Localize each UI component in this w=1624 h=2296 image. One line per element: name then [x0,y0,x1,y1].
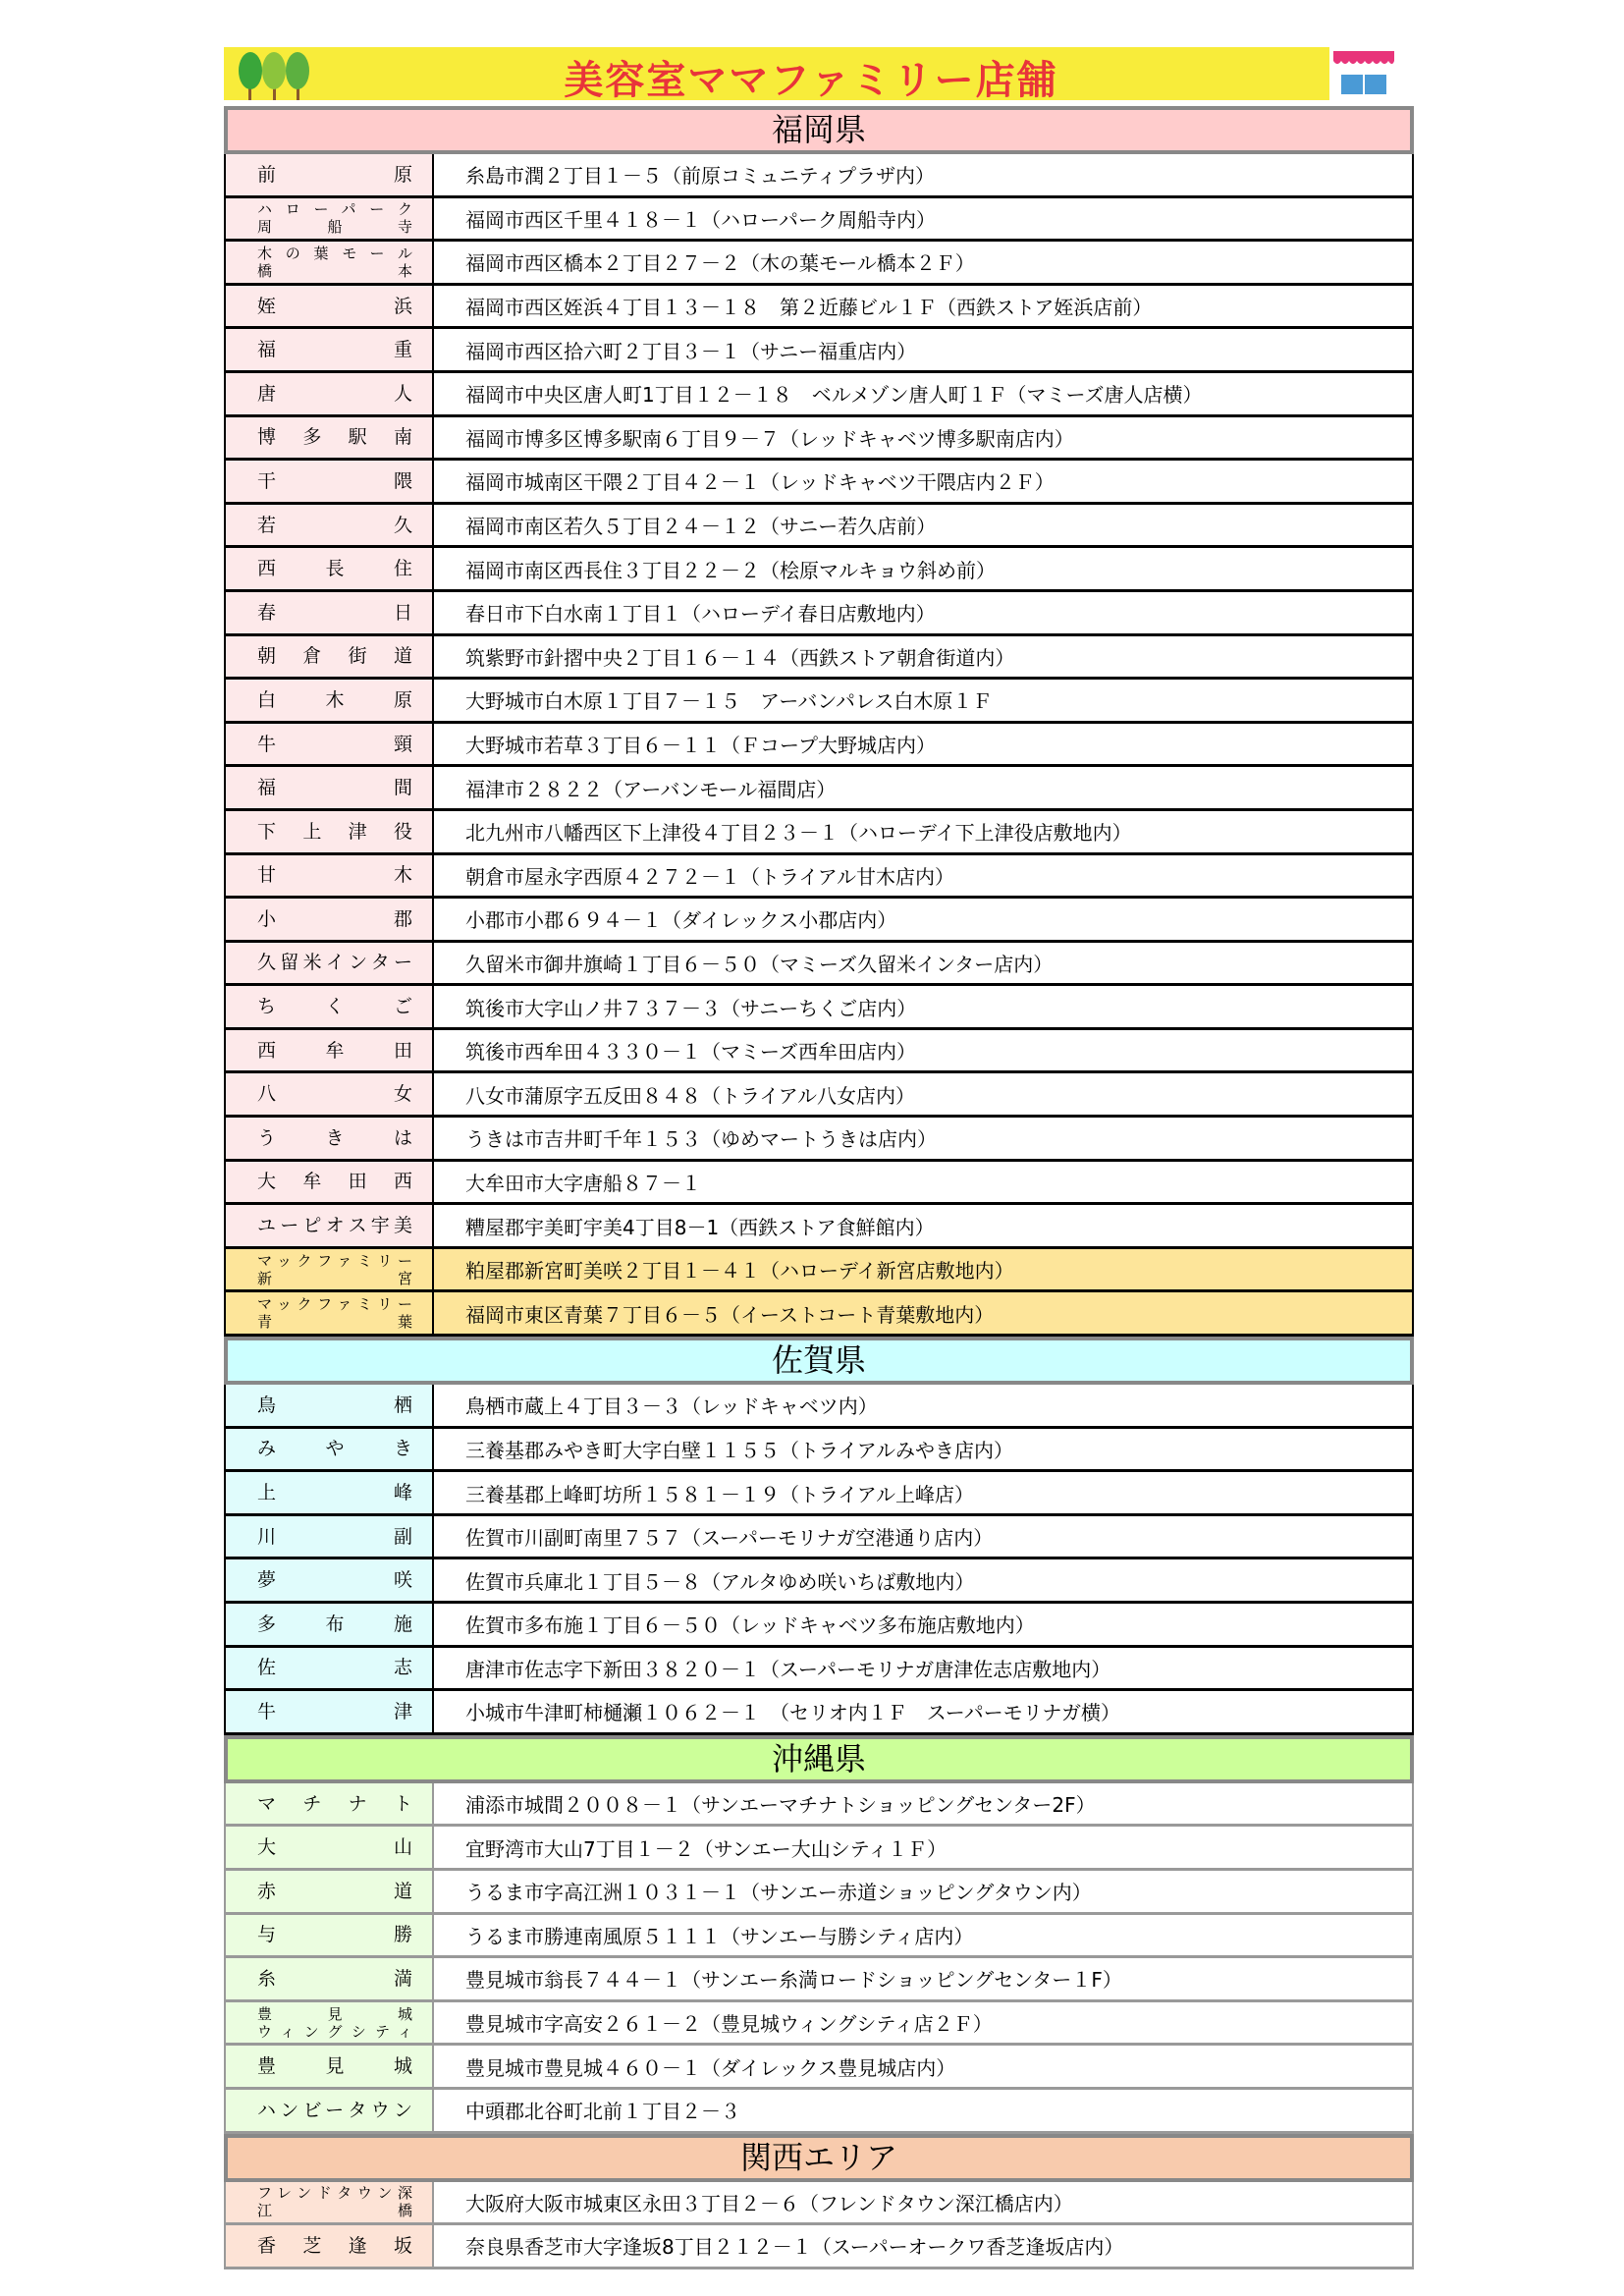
store-name-line: 新宮 [257,1269,412,1287]
store-name [226,1162,434,1203]
store-name-line: 若久 [257,514,412,536]
store-name-line: 多布施 [257,1613,412,1635]
section-header: 関西エリア [224,2134,1414,2182]
store-name-line: 前原 [257,163,412,186]
store-address: 大野城市若草３丁目６－１１（Ｆコープ大野城店内） [465,734,936,758]
store-name-line: 牛津 [257,1700,412,1722]
store-address: 福岡市西区拾六町２丁目３－１（サニー福重店内） [465,339,917,363]
store-name [226,1783,434,1825]
store-name-line: 香芝逢坂 [257,2234,412,2257]
store-row [224,855,1414,900]
store-name-line: 白木原 [257,688,412,711]
store-row [224,986,1414,1030]
store-address: 糟屋郡宇美町宇美4丁目8－1（西鉄ストア食鮮館内） [465,1215,935,1239]
store-address: 福岡市博多区博多駅南６丁目９－７（レッドキャベツ博多駅南店内） [465,426,1074,451]
store-name-line: 青葉 [257,1313,412,1332]
store-name-line: みやき [257,1438,412,1460]
store-name-line: 西牟田 [257,1039,412,1062]
store-row [224,1292,1414,1337]
store-address: 奈良県香芝市大字逢坂8丁目２１２－１（スーパーオークワ香芝逢坂店内） [465,2235,1124,2260]
store-row [224,636,1414,681]
store-name [226,461,434,502]
store-row [224,1871,1414,1915]
store-address: 鳥栖市蔵上４丁目３－３（レッドキャベツ内） [465,1394,878,1419]
store-name [226,373,434,414]
store-row [224,1162,1414,1206]
store-address: 福津市２８２２（アーバンモール福間店） [465,777,837,801]
store-row [224,461,1414,505]
store-row [224,811,1414,855]
store-name [226,1205,434,1246]
store-name-line: 福間 [257,777,412,799]
section-header: 福岡県 [224,106,1414,154]
store-name-line: 八女 [257,1083,412,1106]
store-address: 福岡市南区西長住３丁目２２－２（桧原マルキョウ斜め前） [465,558,996,582]
store-name [226,943,434,984]
store-name [226,899,434,940]
store-row [224,592,1414,636]
store-name [226,417,434,459]
store-name-line: 江橋 [257,2202,412,2220]
store-name-line: 牛頸 [257,733,412,755]
store-name-line: ハローパーク [257,200,412,219]
store-name-line: 川副 [257,1525,412,1548]
store-name [226,548,434,589]
store-name [226,1073,434,1115]
store-name-line: 鳥栖 [257,1394,412,1416]
store-name [226,986,434,1027]
store-name-line: ハンビータウン [257,2099,412,2121]
store-name-line: 夢咲 [257,1569,412,1592]
store-row [224,242,1414,286]
store-name-line: マックファミリー [257,1295,412,1314]
store-name-line: ウィングシティ [257,2022,412,2041]
store-address: うきは市吉井町千年１５３（ゆめマートうきは店内） [465,1127,937,1152]
store-address: 福岡市西区橋本２丁目２７－２（木の葉モール橋本２Ｆ） [465,251,975,276]
store-address: うるま市字高江洲１０３１－１（サンエー赤道ショッピングタウン内） [465,1881,1092,1905]
store-address: 筑紫野市針摺中央２丁目１６－１４（西鉄ストア朝倉街道内） [465,645,1015,670]
store-row [224,2090,1414,2134]
store-name [226,2046,434,2087]
store-row [224,1429,1414,1473]
store-name [226,154,434,195]
store-name [226,2002,434,2044]
store-name [226,811,434,852]
store-row [224,2182,1414,2226]
store-row [224,1030,1414,1074]
store-address: 福岡市中央区唐人町1丁目１２－１８ ベルメゾン唐人町１Ｆ（マミーズ唐人店横） [465,383,1203,408]
store-row [224,1472,1414,1516]
store-name-line: 大山 [257,1836,412,1859]
store-name [226,680,434,721]
store-row [224,2046,1414,2090]
store-name [226,505,434,546]
store-name-line: 豊見城 [257,2055,412,2078]
store-row [224,1915,1414,1959]
store-address: 糸島市潤２丁目１－５（前原コミュニティプラザ内） [465,164,935,189]
store-name-line: 博多駅南 [257,426,412,449]
store-name-line: 春日 [257,601,412,624]
store-address: 朝倉市屋永字西原４２７２－１（トライアル甘木店内） [465,864,954,889]
store-name [226,767,434,808]
store-name [226,1604,434,1645]
store-name-line: うきは [257,1126,412,1149]
store-row [224,1559,1414,1604]
store-row [224,329,1414,373]
store-name [226,242,434,283]
store-address: 唐津市佐志字下新田３８２０－１（スーパーモリナガ唐津佐志店敷地内） [465,1657,1111,1681]
store-address: 佐賀市兵庫北１丁目５－８（アルタゆめ咲いちば敷地内） [465,1569,975,1594]
store-row [224,680,1414,724]
store-name-line: 唐人 [257,382,412,405]
store-name [226,855,434,897]
store-address: 小郡市小郡６９４－１（ダイレックス小郡店内） [465,908,897,933]
store-name-line: 橋本 [257,261,412,280]
store-row [224,1648,1414,1692]
store-name-line: 下上津役 [257,820,412,843]
store-row [224,286,1414,330]
store-row [224,548,1414,592]
store-name [226,1648,434,1689]
store-address: 大野城市白木原１丁目７－１５ アーバンパレス白木原１Ｆ [465,689,993,714]
page-title: 美容室ママファミリー店舗 [564,58,1058,103]
store-name-line: ちくご [257,996,412,1018]
section-header: 佐賀県 [224,1337,1414,1385]
store-name-line: 赤道 [257,1880,412,1902]
store-name [226,1559,434,1601]
store-name [226,1472,434,1513]
store-name-line: 佐志 [257,1657,412,1679]
store-name [226,1691,434,1732]
store-address: 豊見城市字高安２６１－２（豊見城ウィングシティ店２Ｆ） [465,2012,993,2037]
store-address: 筑後市大字山ノ井７３７－３（サニーちくご店内） [465,996,917,1020]
store-name-line: 与勝 [257,1924,412,1946]
store-name [226,1516,434,1558]
store-name-line: 朝倉街道 [257,645,412,668]
store-row [224,198,1414,243]
store-row [224,1783,1414,1828]
store-row [224,1691,1414,1735]
store-name-line: フレンドタウン深 [257,2184,412,2203]
store-name-line: マチナト [257,1792,412,1815]
section-header: 沖縄県 [224,1735,1414,1783]
store-address: うるま市勝連南風原５１１１（サンエー与勝シティ店内） [465,1924,974,1948]
store-address: 福岡市南区若久５丁目２４－１２（サニー若久店前） [465,515,937,539]
store-address: 豊見城市翁長７４４－１（サンエー糸満ロードショッピングセンター１F） [465,1968,1122,1993]
shop-icon [1329,47,1398,100]
store-name [226,2225,434,2267]
store-address: 中頭郡北谷町北前１丁目２－３ [465,2100,740,2124]
store-name [226,329,434,370]
store-address: 三養基郡みやき町大字白壁１１５５（トライアルみやき店内） [465,1438,1013,1462]
store-row [224,417,1414,462]
store-name [226,636,434,678]
store-row [224,2002,1414,2047]
store-row [224,1205,1414,1249]
store-row [224,1385,1414,1429]
store-row [224,1958,1414,2002]
store-name [226,1118,434,1159]
store-address: 佐賀市川副町南里７５７（スーパーモリナガ空港通り店内） [465,1526,994,1551]
store-name-line: 大牟田西 [257,1171,412,1193]
store-address: 筑後市西牟田４３３０－１（マミーズ西牟田店内） [465,1040,916,1065]
store-row [224,943,1414,987]
store-name-line: マックファミリー [257,1251,412,1270]
store-name [226,2182,434,2223]
store-row [224,1249,1414,1293]
store-name [226,1385,434,1426]
store-name [226,1429,434,1470]
store-row [224,1118,1414,1162]
store-name [226,286,434,327]
store-address: 浦添市城間２００８－１（サンエーマチナトショッピングセンター2F） [465,1793,1096,1818]
store-address: 久留米市御井旗崎１丁目６－５０（マミーズ久留米インター店内） [465,952,1054,976]
store-row [224,724,1414,768]
store-name-line: 木の葉モール [257,244,412,262]
store-address: 福岡市城南区干隈２丁目４２－１（レッドキャベツ干隈店内２Ｆ） [465,470,1055,495]
store-name [226,1030,434,1071]
store-name-line: 小郡 [257,907,412,930]
store-row [224,1516,1414,1560]
store-row [224,373,1414,417]
store-name-line: 福重 [257,339,412,361]
store-name [226,1915,434,1956]
store-name-line: 上峰 [257,1482,412,1504]
store-name [226,198,434,240]
store-name-line: 西長住 [257,558,412,580]
store-address: 大阪府大阪市城東区永田３丁目２－６（フレンドタウン深江橋店内） [465,2191,1073,2215]
store-address: 豊見城市豊見城４６０－１（ダイレックス豊見城店内） [465,2055,956,2080]
store-name [226,592,434,633]
store-name [226,724,434,765]
store-name [226,1292,434,1334]
store-name-line: 糸満 [257,1967,412,1990]
store-address: 福岡市東区青葉７丁目６－５（イーストコート青葉敷地内） [465,1302,995,1327]
store-address: 小城市牛津町柿樋瀬１０６２－１ （セリオ内１Ｆ スーパーモリナガ横） [465,1701,1120,1725]
store-name-line: 周船寺 [257,218,412,237]
store-address: 佐賀市多布施１丁目６－５０（レッドキャベツ多布施店敷地内） [465,1613,1035,1638]
store-row [224,154,1414,198]
store-row [224,2225,1414,2269]
store-row [224,899,1414,943]
store-row [224,1604,1414,1648]
store-address: 粕屋郡新宮町美咲２丁目１－４１（ハローデイ新宮店敷地内） [465,1259,1014,1284]
store-row [224,505,1414,549]
store-name [226,1249,434,1290]
store-address: 福岡市西区姪浜４丁目１３－１８ 第２近藤ビル１Ｆ（西鉄ストア姪浜店前） [465,296,1153,320]
store-table [224,106,1414,2269]
store-name-line: 豊見城 [257,2004,412,2023]
store-address: 八女市蒲原字五反田８４８（トライアル八女店内） [465,1083,915,1108]
store-address: 福岡市西区千里４１８－１（ハローパーク周船寺内） [465,207,936,232]
store-name [226,1871,434,1912]
store-row [224,1073,1414,1118]
store-address: 宜野湾市大山7丁目１－２（サンエー大山シティ１Ｆ） [465,1836,947,1861]
store-row [224,1827,1414,1871]
store-address: 三養基郡上峰町坊所１５８１－１９（トライアル上峰店） [465,1482,974,1506]
store-name [226,1827,434,1868]
store-name [226,2090,434,2131]
store-row [224,767,1414,811]
store-name-line: 姪浜 [257,295,412,317]
store-address: 春日市下白水南１丁目１（ハローデイ春日店敷地内） [465,602,936,627]
store-name-line: 甘木 [257,864,412,887]
store-name [226,1958,434,1999]
store-name-line: 干隈 [257,469,412,492]
title-banner [224,47,1398,103]
store-name-line: 久留米インター [257,952,412,974]
store-address: 大牟田市大字唐船８７－１ [465,1171,701,1195]
store-name-line: ユーピオス宇美 [257,1215,412,1237]
store-address: 北九州市八幡西区下上津役４丁目２３－１（ハローデイ下上津役店敷地内） [465,821,1132,846]
